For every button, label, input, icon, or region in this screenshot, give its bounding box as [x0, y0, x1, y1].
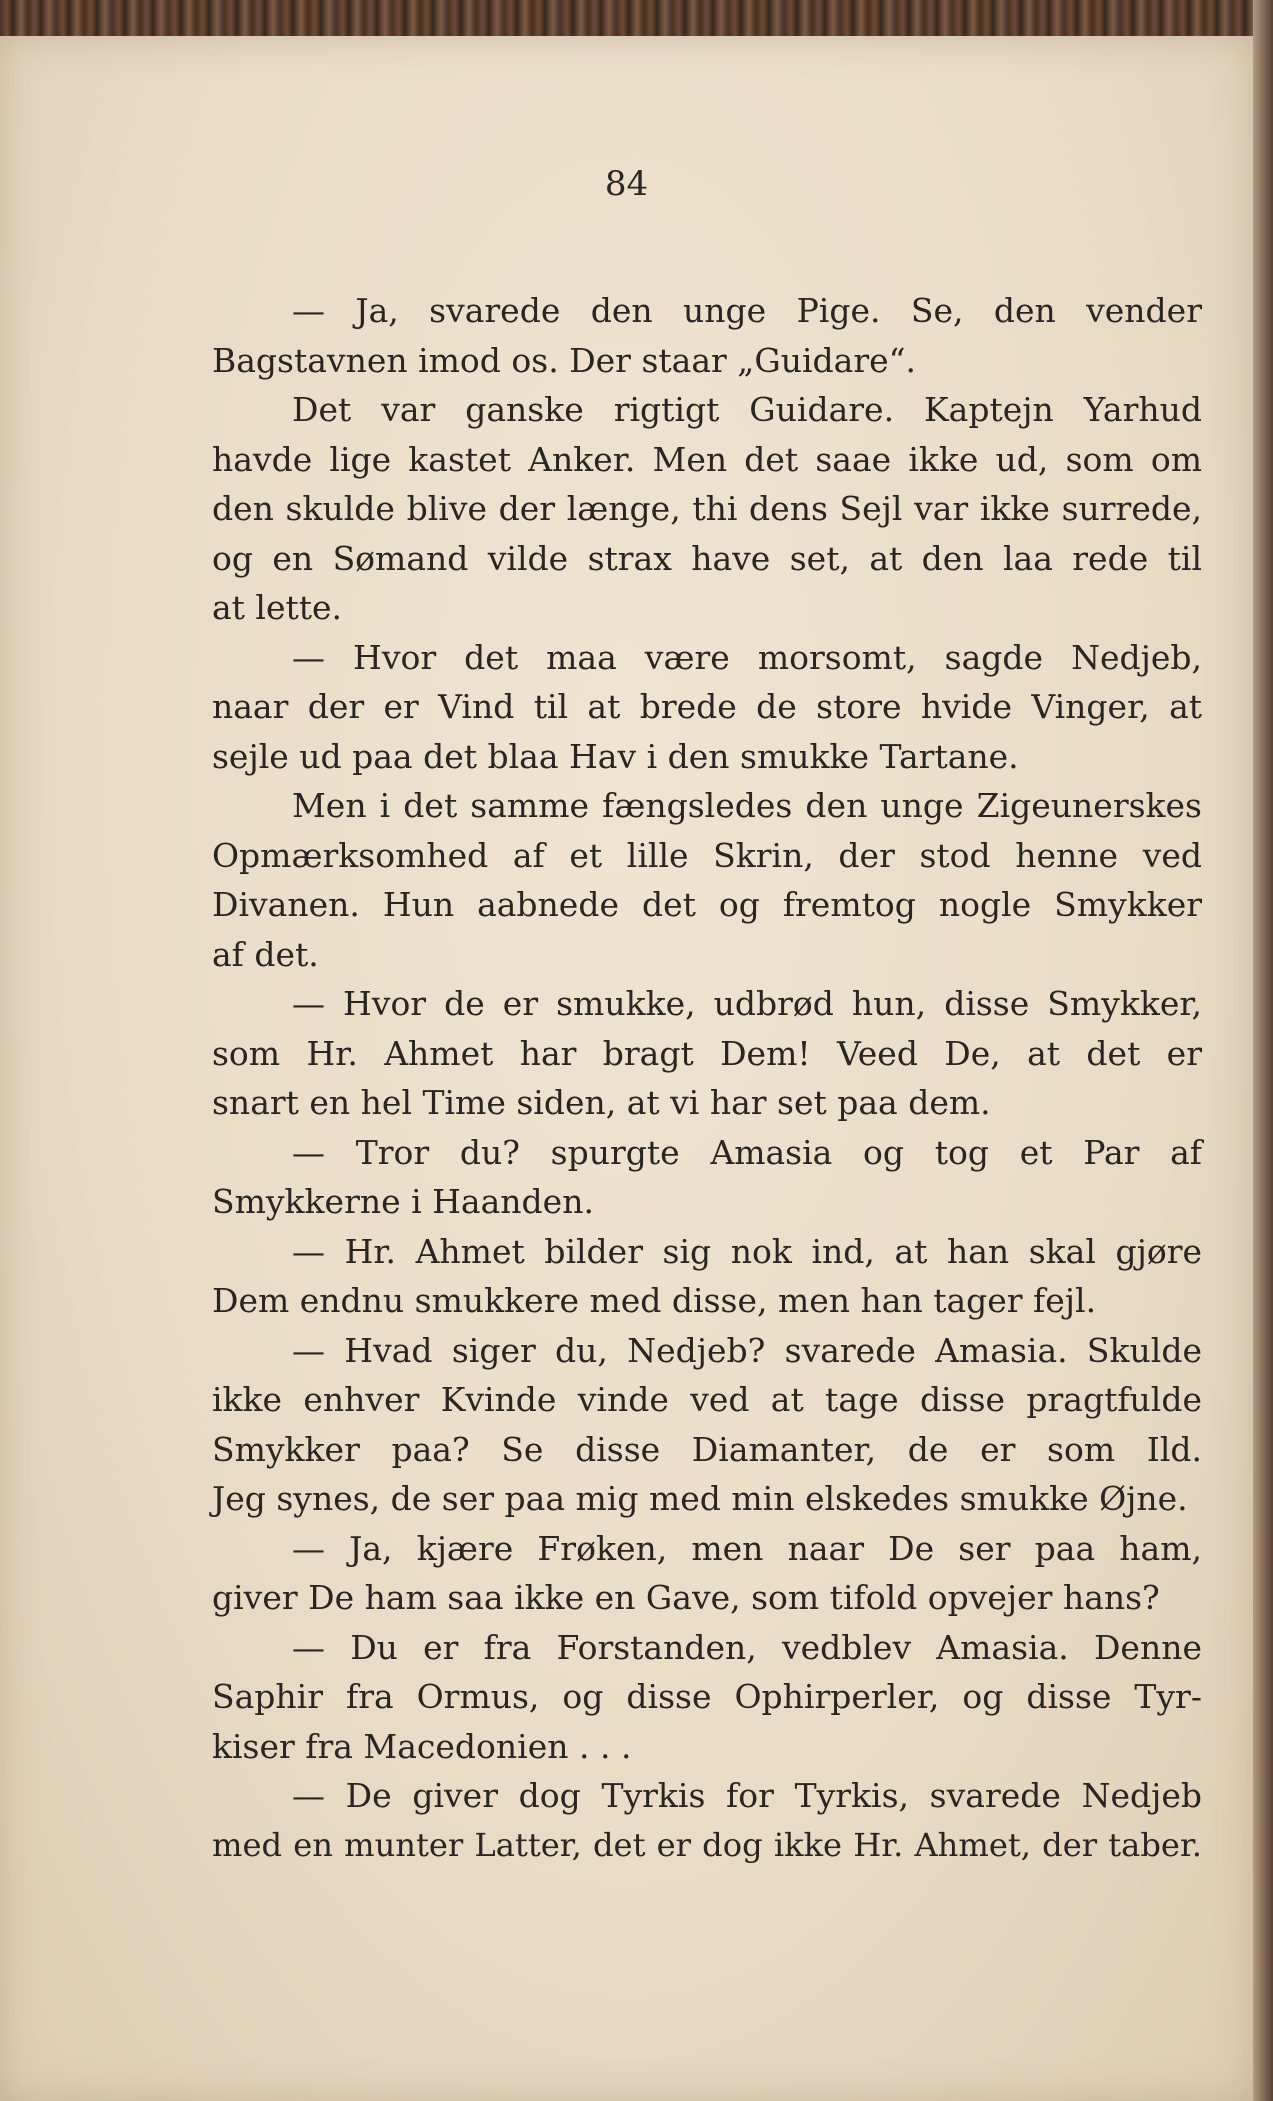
text-line: — Ja, svarede den unge Pige. Se, den vender — [292, 291, 1202, 330]
text-line: snart en hel Time siden, at vi har set paa dem. — [212, 1083, 991, 1122]
text-line: Dem endnu smukkere med disse, men han tager fejl. — [212, 1281, 1097, 1320]
text-line: som Hr. Ahmet har bragt Dem! Veed De, at det er — [212, 1033, 1202, 1073]
text-line: — Du er fra Forstanden, vedblev Amasia. Denne — [292, 1627, 1202, 1667]
text-line: — Tror du? spurgte Amasia og tog et Par af — [292, 1132, 1202, 1172]
page-number: 84 — [604, 164, 649, 204]
text-line: Saphir fra Ormus, og disse Ophirperler, og disse Tyr- — [212, 1677, 1202, 1716]
text-line: Smykker paa? Se disse Diamanter, de er som Ild. — [212, 1429, 1202, 1469]
text-line: naar der er Vind til at brede de store hvide Vinger, at — [212, 687, 1202, 726]
text-line: Men i det samme fængsledes den unge Zigeunerskes — [292, 786, 1202, 825]
text-line: og en Sømand vilde strax have set, at den laa rede til — [212, 538, 1202, 578]
text-line: Jeg synes, de ser paa mig med min elskedes smukke Øjne. — [212, 1479, 1188, 1518]
text-line: — Hvor det maa være morsomt, sagde Nedjeb, — [292, 637, 1202, 677]
text-line: Divanen. Hun aabnede det og fremtog nogle Smykker — [212, 885, 1202, 924]
text-line: af det. — [212, 934, 319, 974]
text-line: — De giver dog Tyrkis for Tyrkis, svarede Nedjeb — [292, 1776, 1202, 1815]
text-line: sejle ud paa det blaa Hav i den smukke Tartane. — [212, 736, 1019, 776]
text-line: — Ja, kjære Frøken, men naar De ser paa ham, — [292, 1528, 1202, 1568]
text-line: med en munter Latter, det er dog ikke Hr. Ahmet, der taber. — [212, 1825, 1202, 1864]
text-line: Det var ganske rigtigt Guidare. Kaptejn Yarhud — [292, 390, 1202, 429]
body-text — [212, 286, 1202, 1870]
text-line: — Hvad siger du, Nedjeb? svarede Amasia. Skulde — [292, 1330, 1202, 1370]
text-line: den skulde blive der længe, thi dens Sejl var ikke surrede, — [212, 489, 1202, 528]
text-line: Bagstavnen imod os. Der staar „Guidare“. — [212, 340, 916, 380]
text-line: Opmærksomhed af et lille Skrin, der stod henne ved — [212, 835, 1202, 875]
book-top-edge — [0, 0, 1273, 36]
book-spine-edge — [1253, 0, 1273, 2101]
book-page — [0, 36, 1253, 2101]
text-line: havde lige kastet Anker. Men det saae ikke ud, som om — [212, 439, 1202, 479]
text-line: — Hr. Ahmet bilder sig nok ind, at han skal gjøre — [292, 1231, 1202, 1271]
text-line: — Hvor de er smukke, udbrød hun, disse Smykker, — [292, 984, 1202, 1023]
text-line: Smykkerne i Haanden. — [212, 1182, 594, 1221]
text-line: ikke enhver Kvinde vinde ved at tage disse pragtfulde — [212, 1380, 1202, 1419]
text-line: giver De ham saa ikke en Gave, som tifold opvejer hans? — [212, 1578, 1160, 1617]
text-line: kiser fra Macedonien . . . — [212, 1726, 632, 1766]
text-line: at lette. — [212, 588, 343, 627]
